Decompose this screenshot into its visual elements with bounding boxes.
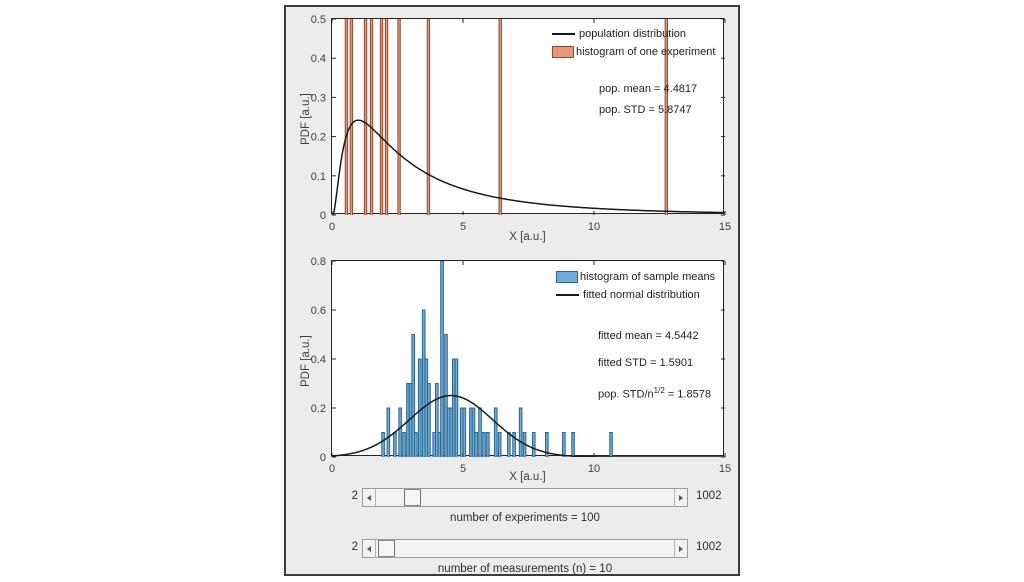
slider-thumb[interactable] xyxy=(404,489,421,506)
bottom-axes xyxy=(310,256,732,475)
legend-item-histogram-sample-means xyxy=(556,270,715,284)
slider-max-label: 1002 xyxy=(696,490,722,502)
legend-item-fitted-normal xyxy=(556,288,715,302)
slider-increment-button[interactable] xyxy=(674,489,687,506)
svg-text:0.4: 0.4 xyxy=(310,354,326,366)
top-y-axis-label: PDF [a.u.] xyxy=(300,93,312,145)
top-stats-text xyxy=(599,79,697,121)
svg-text:0.6: 0.6 xyxy=(310,305,326,317)
svg-text:15: 15 xyxy=(718,221,732,233)
experiments-slider[interactable] xyxy=(362,488,688,507)
stat-superscript: 1/2 xyxy=(653,386,665,395)
slider-max-label: 1002 xyxy=(696,541,722,553)
experiments-slider-row xyxy=(286,488,742,507)
slider-thumb[interactable] xyxy=(378,540,395,557)
bottom-x-axis-label: X [a.u.] xyxy=(509,471,546,483)
measurements-slider[interactable] xyxy=(362,539,688,558)
arrow-right-icon xyxy=(679,546,683,552)
svg-text:0.1: 0.1 xyxy=(310,170,326,183)
svg-text:0: 0 xyxy=(328,463,336,475)
top-legend xyxy=(552,27,715,59)
svg-text:0: 0 xyxy=(319,210,326,222)
svg-text:5: 5 xyxy=(459,221,467,233)
legend-item-population-distribution xyxy=(552,27,715,41)
slider-min-label: 2 xyxy=(351,490,358,502)
patch-swatch-icon xyxy=(552,46,574,58)
measurements-slider-caption: number of measurements (n) = 10 xyxy=(437,563,613,575)
svg-text:0.5: 0.5 xyxy=(310,14,326,26)
line-swatch-icon xyxy=(552,33,575,35)
top-x-axis-label: X [a.u.] xyxy=(509,231,546,243)
stat-suffix: = 1.8578 xyxy=(664,388,711,401)
arrow-left-icon xyxy=(367,495,371,501)
svg-text:10: 10 xyxy=(587,221,601,233)
measurements-slider-row xyxy=(286,539,742,558)
top-axes xyxy=(310,14,732,233)
arrow-left-icon xyxy=(367,546,371,552)
fitted-mean-text: fitted mean = 4.5442 xyxy=(598,330,699,342)
legend-label: population distribution xyxy=(579,28,687,40)
slider-decrement-button[interactable] xyxy=(363,489,376,506)
bottom-y-axis-label: PDF [a.u.] xyxy=(300,335,312,387)
experiments-slider-caption: number of experiments = 100 xyxy=(450,512,600,524)
pop-std-over-sqrtn-text xyxy=(598,377,711,409)
svg-text:0.2: 0.2 xyxy=(310,403,326,415)
line-swatch-icon xyxy=(556,294,579,296)
svg-text:0.3: 0.3 xyxy=(310,92,326,105)
svg-text:10: 10 xyxy=(587,463,601,475)
pop-std-text: pop. STD = 5.8747 xyxy=(599,104,692,116)
patch-swatch-icon xyxy=(556,271,578,283)
legend-label: fitted normal distribution xyxy=(583,289,700,301)
legend-item-histogram-one-experiment xyxy=(552,45,715,59)
pop-mean-text: pop. mean = 4.4817 xyxy=(599,83,698,95)
svg-text:0: 0 xyxy=(328,221,336,233)
figure-panel xyxy=(284,5,740,576)
legend-label: histogram of one experiment xyxy=(576,46,716,58)
fitted-std-text: fitted STD = 1.5901 xyxy=(598,357,694,369)
bottom-legend xyxy=(556,270,715,302)
legend-label: histogram of sample means xyxy=(580,271,716,283)
slider-decrement-button[interactable] xyxy=(363,540,376,557)
svg-text:0: 0 xyxy=(319,452,326,464)
svg-text:15: 15 xyxy=(718,463,732,475)
slider-increment-button[interactable] xyxy=(674,540,687,557)
arrow-right-icon xyxy=(679,495,683,501)
svg-text:0.8: 0.8 xyxy=(310,256,326,268)
svg-text:0.4: 0.4 xyxy=(310,53,326,66)
svg-text:0.2: 0.2 xyxy=(310,131,326,144)
slider-min-label: 2 xyxy=(351,541,358,553)
svg-text:5: 5 xyxy=(459,463,467,475)
bottom-stats-text xyxy=(598,323,711,409)
stat-prefix: pop. STD/n xyxy=(598,388,654,401)
